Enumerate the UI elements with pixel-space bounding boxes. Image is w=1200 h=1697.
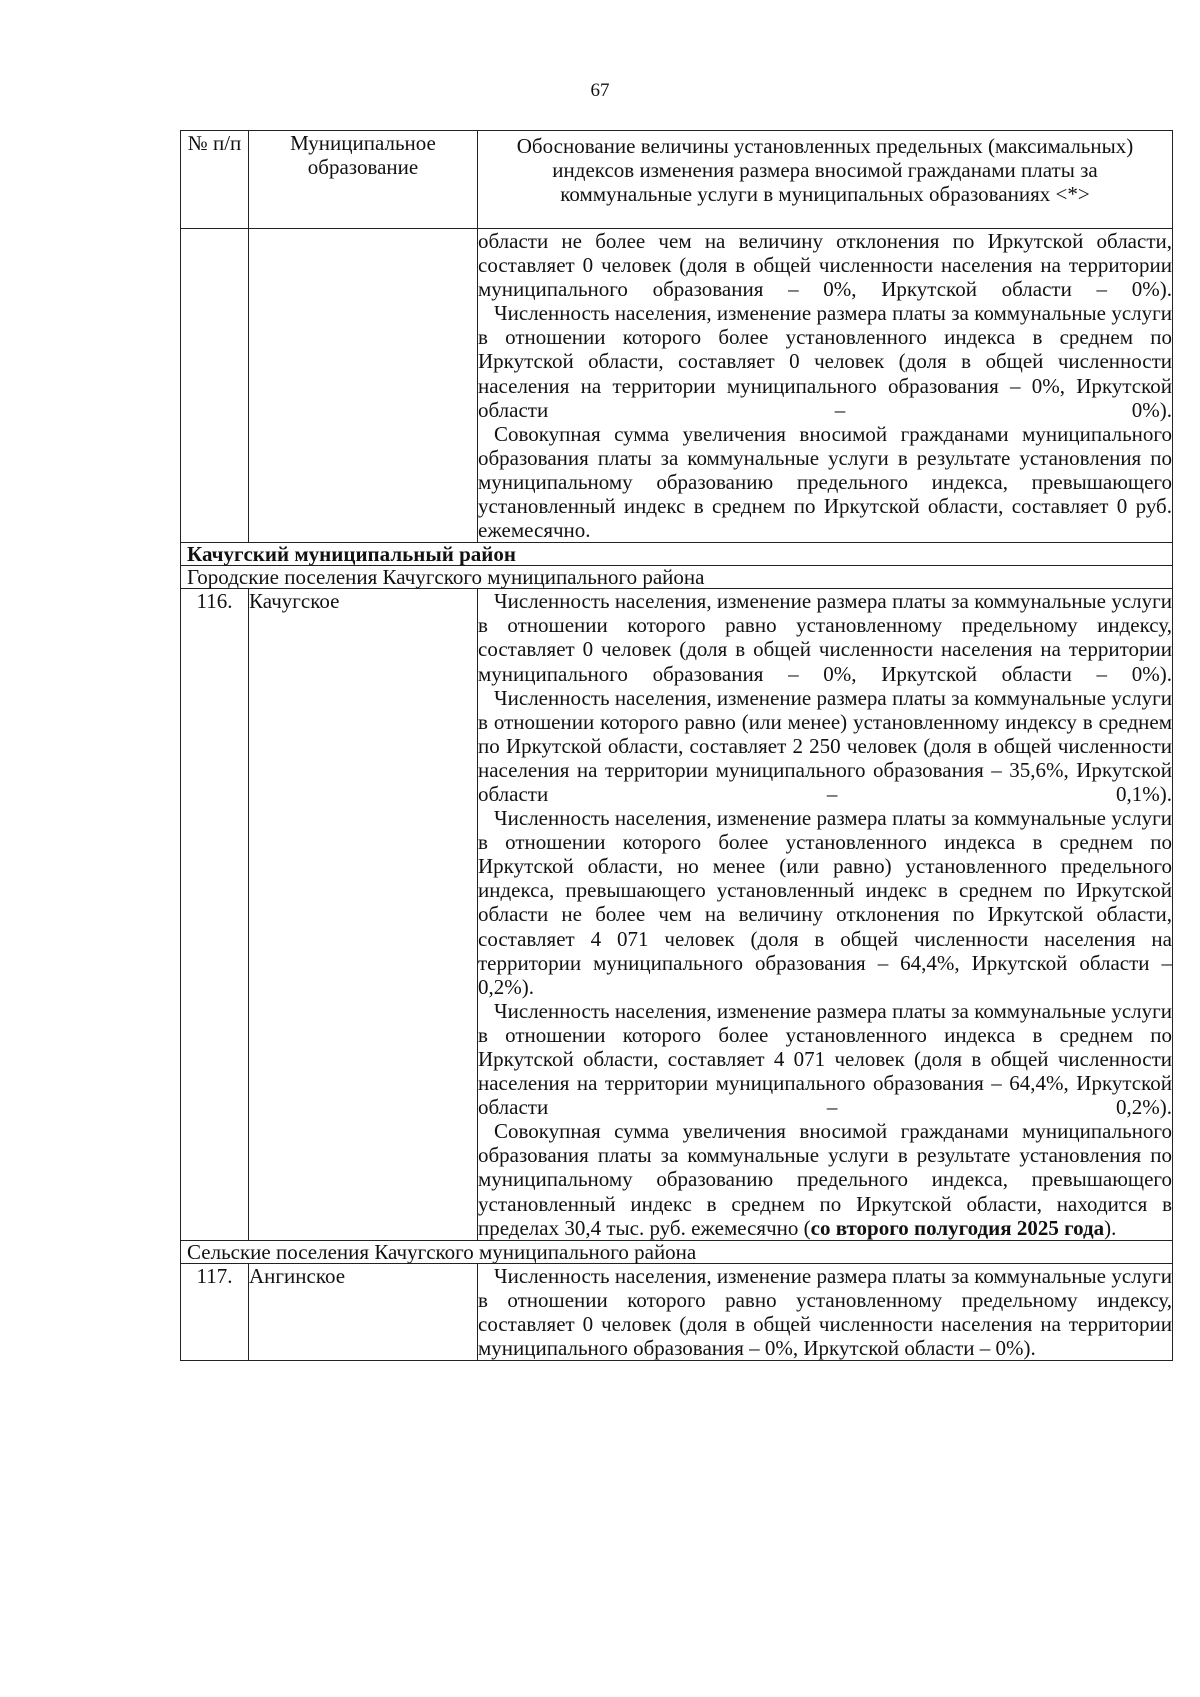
continuation-num [181,229,249,543]
paragraph: Численность населения, изменение размера платы за коммунальные услуги в отношении которого равно установленному предельному индексу, составляет 0 человек (доля в общей численности населения на территории муниципального образования – 0%, Иркутской области – 0%). [478,589,1172,686]
justification-text [478,1263,1173,1360]
table-header-row [181,131,1173,229]
page-number: 67 [590,80,610,101]
paragraph: Численность населения, изменение размера платы за коммунальные услуги в отношении которого более установленного индекса в среднем по Иркутской области, но менее (или равно) установленного предельного индекса, превышающего установленный индекс в среднем по Иркутской области не более чем на величину отклонения по Иркутской области, составляет 4 071 человек (доля в общей численности населения на территории муниципального образования – 64,4%, Иркутской области – 0,2%). [478,806,1172,999]
paragraph: Численность населения, изменение размера платы за коммунальные услуги в отношении которого более установленного индекса в среднем по Иркутской области, составляет 4 071 человек (доля в общей численности населения на территории муниципального образования – 64,4%, Иркутской области – 0,2%). [478,998,1172,1120]
urban-settlements-heading: Городские поселения Качугского муниципального района [181,566,1173,589]
paragraph: Совокупная сумма увеличения вносимой гражданами муниципального образования платы за коммунальные услуги в результате установления по муниципальному образованию предельного индекса, превышающего установленный индекс в среднем по Иркутской области, составляет 0 руб. ежемесячно. [478,421,1172,543]
continuation-name [249,229,478,543]
table-row [181,589,1173,1241]
bold-note: со второго полугодия 2025 года [810,1215,1105,1240]
paragraph: Совокупная сумма увеличения вносимой гражданами муниципального образования платы за коммунальные услуги в результате установления по муниципальному образованию предельного индекса, превышающего установленный индекс в среднем по Иркутской области, находится в пределах 30,4 тыс. руб. ежемесячно (со второго полугодия 2025 года). [478,1119,1172,1240]
paragraph: Численность населения, изменение размера платы за коммунальные услуги в отношении которого равно установленному предельному индексу, составляет 0 человек (доля в общей численности населения на территории муниципального образования – 0%, Иркутской области – 0%). [478,1263,1172,1361]
municipal-index-table [180,130,1173,1361]
rural-heading-row [181,1240,1173,1263]
paragraph: Численность населения, изменение размера платы за коммунальные услуги в отношении которого равно (или менее) установленному индексу в среднем по Иркутской области, составляет 2 250 человек (доля в общей численности населения на территории муниципального образования – 35,6%, Иркутской области – 0,1%). [478,685,1172,806]
header-num: № п/п [181,131,249,229]
row-number: 116. [181,589,249,1241]
row-number: 117. [181,1263,249,1360]
urban-heading-row [181,566,1173,589]
header-municipality: Муниципальное образование [249,131,478,229]
municipality-name: Качугское [249,589,478,1241]
district-heading: Качугский муниципальный район [181,543,1173,566]
justification-text [478,589,1173,1241]
paragraph: Численность населения, изменение размера платы за коммунальные услуги в отношении которого более установленного индекса в среднем по Иркутской области, составляет 0 человек (доля в общей численности населения на территории муниципального образования – 0%, Иркутской области – 0%). [478,301,1172,422]
continuation-text [478,229,1173,543]
rural-settlements-heading: Сельские поселения Качугского муниципального района [181,1240,1173,1263]
municipality-name: Ангинское [249,1263,478,1360]
continuation-row [181,229,1173,543]
paragraph-tail: ). [1104,1215,1117,1240]
paragraph-text: Совокупная сумма увеличения вносимой гражданами муниципального образования платы за коммунальные услуги в результате установления по муниципальному образованию предельного индекса, превышающего установленный индекс в среднем по Иркутской области, находится в пределах 30,4 тыс. руб. ежемесячно [478,1119,1172,1240]
paragraph: области не более чем на величину отклонения по Иркутской области, составляет 0 человек (доля в общей численности населения на территории муниципального образования – 0%, Иркутской области – 0%). [478,229,1172,302]
table-row [181,1263,1173,1360]
header-justification: Обоснование величины установленных предельных (максимальных) индексов изменения размера вносимой гражданами платы за коммунальные услуги в муниципальных образованиях <*> [478,131,1173,229]
district-heading-row [181,543,1173,566]
